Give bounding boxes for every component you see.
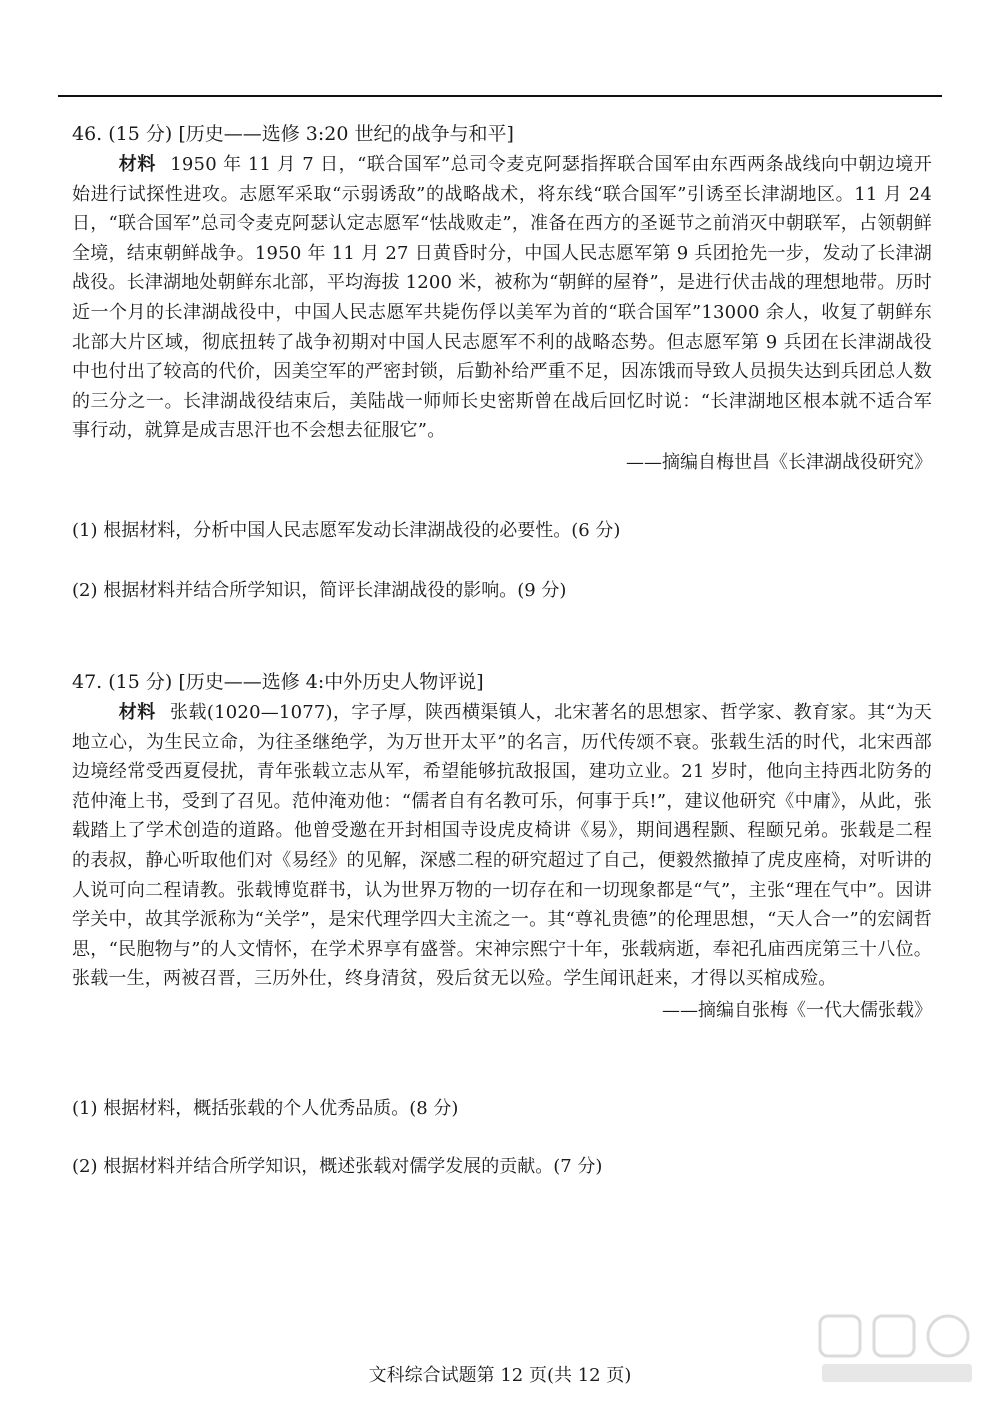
- question-46-sub1: (1) 根据材料，分析中国人民志愿军发动长津湖战役的必要性。(6 分): [72, 520, 621, 541]
- question-47-material: [72, 698, 932, 994]
- material-text: 1950 年 11 月 7 日，“联合国军”总司令麦克阿瑟指挥联合国军由东西两条战线向中朝边境开始进行试探性进攻。志愿军采取“示弱诱敌”的战略战术，将东线“联合国军”引诱至长津湖地区。11 月 24 日，“联合国军”总司令麦克阿瑟认定志愿军“怯战败走”，准备在西方的圣诞节之前消灭中朝联军，占领朝鲜全境，结束朝鲜战争。1950 年 11 月 27 日黄昏时分，中国人民志愿军第 9 兵团抢先一步，发动了长津湖战役。长津湖地处朝鲜东北部，平均海拔 1200 米，被称为“朝鲜的屋脊”，是进行伏击战的理想地带。历时近一个月的长津湖战役中，中国人民志愿军共毙伤俘以美军为首的“联合国军”13000 余人，收复了朝鲜东北部大片区域，彻底扭转了战争初期对中国人民志愿军不利的战略态势。但志愿军第 9 兵团在长津湖战役中也付出了较高的代价，因美空军的严密封锁，后勤补给严重不足，因冻饿而导致人员损失达到兵团总人数的三分之一。长津湖战役结束后，美陆战一师师长史密斯曾在战后回忆时说：“长津湖地区根本就不适合军事行动，就算是成吉思汗也不会想去征服它”。: [72, 154, 933, 442]
- question-47-sub1: (1) 根据材料，概括张载的个人优秀品质。(8 分): [72, 1098, 459, 1119]
- question-47-header: 47. (15 分) [历史——选修 4:中外历史人物评说]: [72, 671, 484, 693]
- question-46-sub2: (2) 根据材料并结合所学知识，简评长津湖战役的影响。(9 分): [72, 580, 567, 601]
- question-46: [72, 118, 932, 618]
- question-46-source: ——摘编自梅世昌《长津湖战役研究》: [626, 451, 932, 473]
- top-rule: [58, 95, 942, 97]
- question-47-sub2: (2) 根据材料并结合所学知识，概述张载对儒学发展的贡献。(7 分): [72, 1156, 603, 1177]
- question-46-material: [72, 150, 932, 446]
- question-46-header: 46. (15 分) [历史——选修 3:20 世纪的战争与和平]: [72, 123, 514, 145]
- watermark-logo: [816, 1312, 976, 1386]
- page-footer: 文科综合试题第 12 页(共 12 页): [368, 1365, 632, 1386]
- material-label: 材料: [118, 154, 156, 175]
- question-47: [72, 666, 932, 1186]
- question-47-source: ——摘编自张梅《一代大儒张载》: [662, 999, 932, 1021]
- material-label: 材料: [118, 702, 156, 723]
- material-text: 张载(1020—1077)，字子厚，陕西横渠镇人，北宋著名的思想家、哲学家、教育家。其“为天地立心，为生民立命，为往圣继绝学，为万世开太平”的名言，历代传颂不衰。张载生活的时代，北宋西部边境经常受西夏侵扰，青年张载立志从军，希望能够抗敌报国，建功立业。21 岁时，他向主持西北防务的范仲淹上书，受到了召见。范仲淹劝他：“儒者自有名教可乐，何事于兵!”，建议他研究《中庸》，从此，张载踏上了学术创造的道路。他曾受邀在开封相国寺设虎皮椅讲《易》，期间遇程颢、程颐兄弟。张载是二程的表叔，静心听取他们对《易经》的见解，深感二程的研究超过了自己，便毅然撤掉了虎皮座椅，对听讲的人说可向二程请教。张载博览群书，认为世界万物的一切存在和一切现象都是“气”，主张“理在气中”。因讲学关中，故其学派称为“关学”，是宋代理学四大主流之一。其“尊礼贵德”的伦理思想，“天人合一”的宏阔哲思，“民胞物与”的人文情怀，在学术界享有盛誉。宋神宗熙宁十年，张载病逝，奉祀孔庙西庑第三十八位。张载一生，两被召晋，三历外仕，终身清贫，殁后贫无以殓。学生闻讯赶来，才得以买棺成殓。: [72, 702, 933, 990]
